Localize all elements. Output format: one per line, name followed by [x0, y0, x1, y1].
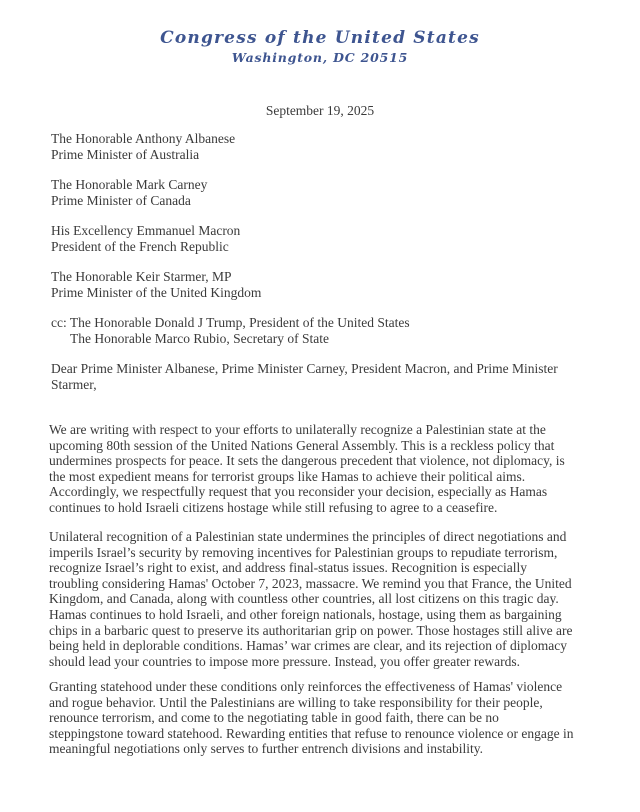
- paragraph-line: steppingstone toward statehood. Rewarding entities that refuse to renounce violence or engage in: [49, 725, 574, 741]
- letterhead-address: Washington, DC 20515: [231, 50, 409, 65]
- recipient-carney: [51, 177, 611, 208]
- paragraph-line: should lead your countries to impose more pressure. Instead, you offer greater rewards.: [49, 653, 520, 669]
- cc-block: [51, 315, 611, 346]
- salutation-line: Dear Prime Minister Albanese, Prime Minister Carney, President Macron, and Prime Minister: [51, 361, 558, 376]
- recipient-name: The Honorable Keir Starmer, MP: [51, 269, 232, 284]
- recipient-name: His Excellency Emmanuel Macron: [51, 223, 241, 238]
- paragraph-line: the most expedient means for terrorist groups like Hamas to achieve their political aims.: [49, 468, 526, 484]
- paragraph-line: renounce terrorism, and come to the negotiating table in good faith, there can be no: [49, 710, 499, 726]
- body-paragraph-2: [49, 529, 601, 669]
- paragraph-line: Unilateral recognition of a Palestinian state undermines the principles of direct negotiations and: [49, 529, 567, 544]
- recipient-title: Prime Minister of the United Kingdom: [51, 284, 262, 300]
- paragraph-line: meaningful negotiations only serves to further entrench divisions and instability.: [49, 741, 484, 757]
- paragraph-line: and rogue behavior. Until the Palestinians are willing to take responsibility for their people,: [49, 694, 543, 710]
- recipient-macron: [51, 223, 611, 254]
- salutation-line: Starmer,: [51, 376, 97, 392]
- paragraph-line: recognize Israel’s right to exist, and address final-status issues. Recognition is especially: [49, 560, 528, 576]
- body-paragraph-1: [49, 422, 601, 516]
- recipient-name: The Honorable Anthony Albanese: [51, 131, 236, 146]
- cc-line: The Honorable Marco Rubio, Secretary of State: [70, 330, 330, 346]
- paragraph-line: Kingdom, and Canada, along with countless other countries, all lost citizens on this tragic day.: [49, 591, 559, 607]
- recipient-name: The Honorable Mark Carney: [51, 177, 208, 192]
- recipient-title: President of the French Republic: [51, 238, 229, 254]
- recipient-title: Prime Minister of Canada: [51, 192, 191, 208]
- paragraph-line: troubling considering Hamas' October 7, 2023, massacre. We remind you that France, the United: [49, 575, 572, 591]
- recipient-starmer: [51, 269, 611, 300]
- paragraph-line: Accordingly, we respectfully request that you reconsider your decision, especially as Hamas: [49, 484, 548, 500]
- letterhead: [0, 28, 640, 66]
- paragraph-line: We are writing with respect to your efforts to unilaterally recognize a Palestinian state at the: [49, 422, 546, 437]
- paragraph-line: imperils Israel’s security by removing incentives for Palestinian groups to repudiate terrorism,: [49, 544, 558, 560]
- paragraph-line: being held in deplorable conditions. Hamas’ war crimes are clear, and its rejection of diplomacy: [49, 638, 568, 654]
- recipient-title: Prime Minister of Australia: [51, 146, 200, 162]
- paragraph-line: undermines prospects for peace. It sets the dangerous precedent that violence, not diplomacy, is: [49, 453, 565, 469]
- paragraph-line: Granting statehood under these conditions only reinforces the effectiveness of Hamas' violence: [49, 679, 563, 694]
- letter-date: September 19, 2025: [265, 103, 375, 118]
- body-paragraph-3: [49, 679, 601, 757]
- recipient-albanese: [51, 131, 611, 162]
- cc-line: cc: The Honorable Donald J Trump, President of the United States: [51, 315, 410, 330]
- paragraph-line: upcoming 80th session of the United Nations General Assembly. This is a reckless policy that: [49, 437, 555, 453]
- paragraph-line: Hamas continues to hold Israeli, and other foreign nationals, hostage, using them as bargaining: [49, 606, 562, 622]
- paragraph-line: continues to hold Israeli citizens hostage while still refusing to agree to a ceasefire.: [49, 499, 498, 515]
- letterhead-title: Congress of the United States: [160, 28, 480, 48]
- salutation: [51, 361, 611, 392]
- paragraph-line: chips in a barbaric quest to preserve its authoritarian grip on power. Those hostages still alive are: [49, 622, 573, 638]
